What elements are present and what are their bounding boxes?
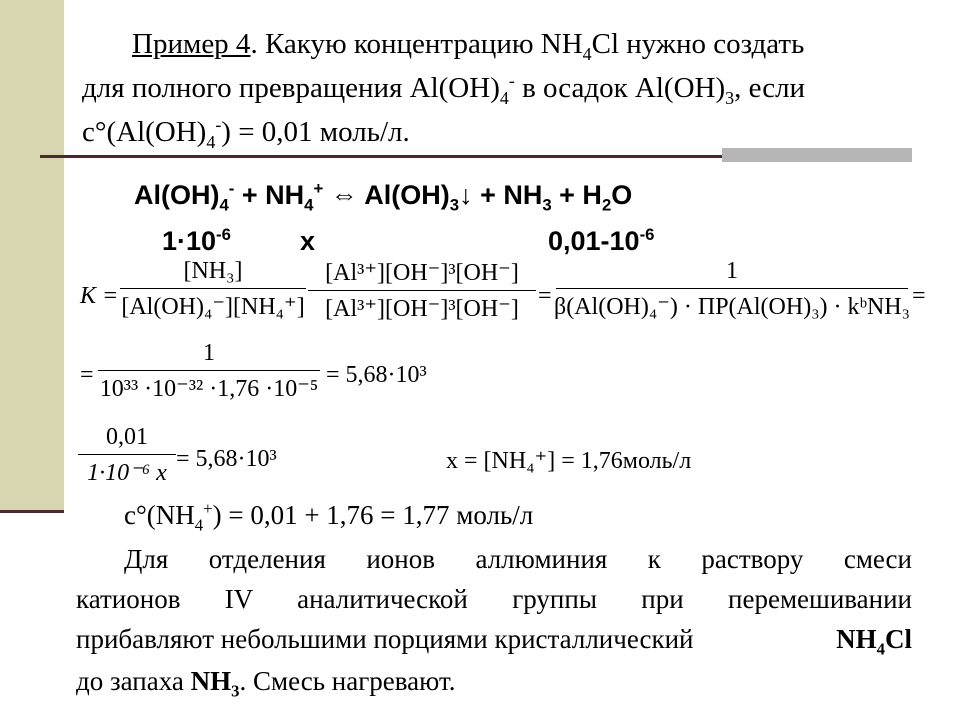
eq3-fraction: 0,01 1·10⁻⁶ x xyxy=(78,424,176,487)
divider-accent xyxy=(722,148,912,162)
eq3-result: = 5,68·10³ xyxy=(176,446,277,472)
task-line-1: Пример 4. Какую концентрацию $NH_4Cl$ нужно создать xyxy=(132,28,805,64)
paragraph-line-1: Для отделения ионов аллюминия к раствору смеси xyxy=(124,544,912,574)
eq2-fraction: 1 10³³ ·10⁻³² ·1,76 ·10⁻⁵ xyxy=(99,340,319,402)
example-label: Пример 4 xyxy=(132,28,251,60)
left-decor-line xyxy=(0,510,64,513)
left-decor-bar xyxy=(0,0,64,512)
paragraph-line-2: катионов IV аналитической группы при перемешивании xyxy=(76,584,912,614)
paragraph-line-3: прибавляют небольшими порциями кристаллический $NH_4Cl$ xyxy=(76,624,912,659)
eq2-equals: = xyxy=(80,362,94,388)
task-line-3: $c^\circ(Al(OH)_4^-) = 0,01$ моль/л. xyxy=(82,114,410,152)
reaction-equation: $Al(OH)_4^- + NH_4^+$ ⇔ $Al(OH)_3↓ + NH_3 + H_2O$ xyxy=(134,179,633,215)
x-result: x = [NH₄⁺] = 1,76моль/л xyxy=(446,448,692,474)
paragraph-line-4: до запаха $NH_3$. Смесь нагревают. xyxy=(76,666,456,701)
eq1-equals: = xyxy=(538,283,552,309)
eq1-fraction-2: [Al³⁺][OH⁻]³[OH⁻] [Al³⁺][OH⁻]³[OH⁻] xyxy=(308,258,536,323)
eq1-equals-end: = xyxy=(912,283,926,309)
initial-c1: $1\cdot 10^{-6}$ xyxy=(162,225,231,256)
eq1-fraction-3: 1 β(Al(OH)₄⁻) · ПР(Al(OH)₃) · kᵇNH₃ xyxy=(554,258,911,320)
final-concentration: $c^\circ(NH_4^+) = 0,01 + 1,76 = 1,77$ моль/л xyxy=(124,499,534,535)
eq2-result: = 5,68·10³ xyxy=(326,362,427,388)
initial-c3: $0,01-10^{-6}$ xyxy=(548,225,655,256)
task-line-2: для полного превращения $Al(OH)_4^-$ в осадок $Al(OH)_3$, если xyxy=(82,70,806,108)
initial-x: x xyxy=(300,226,316,256)
equilibrium-arrow: ⇔ xyxy=(330,180,358,210)
eq1-K: K = xyxy=(80,283,119,309)
eq1-fraction-1: [NH₃] [Al(OH)₄⁻][NH₄⁺] xyxy=(121,258,305,320)
